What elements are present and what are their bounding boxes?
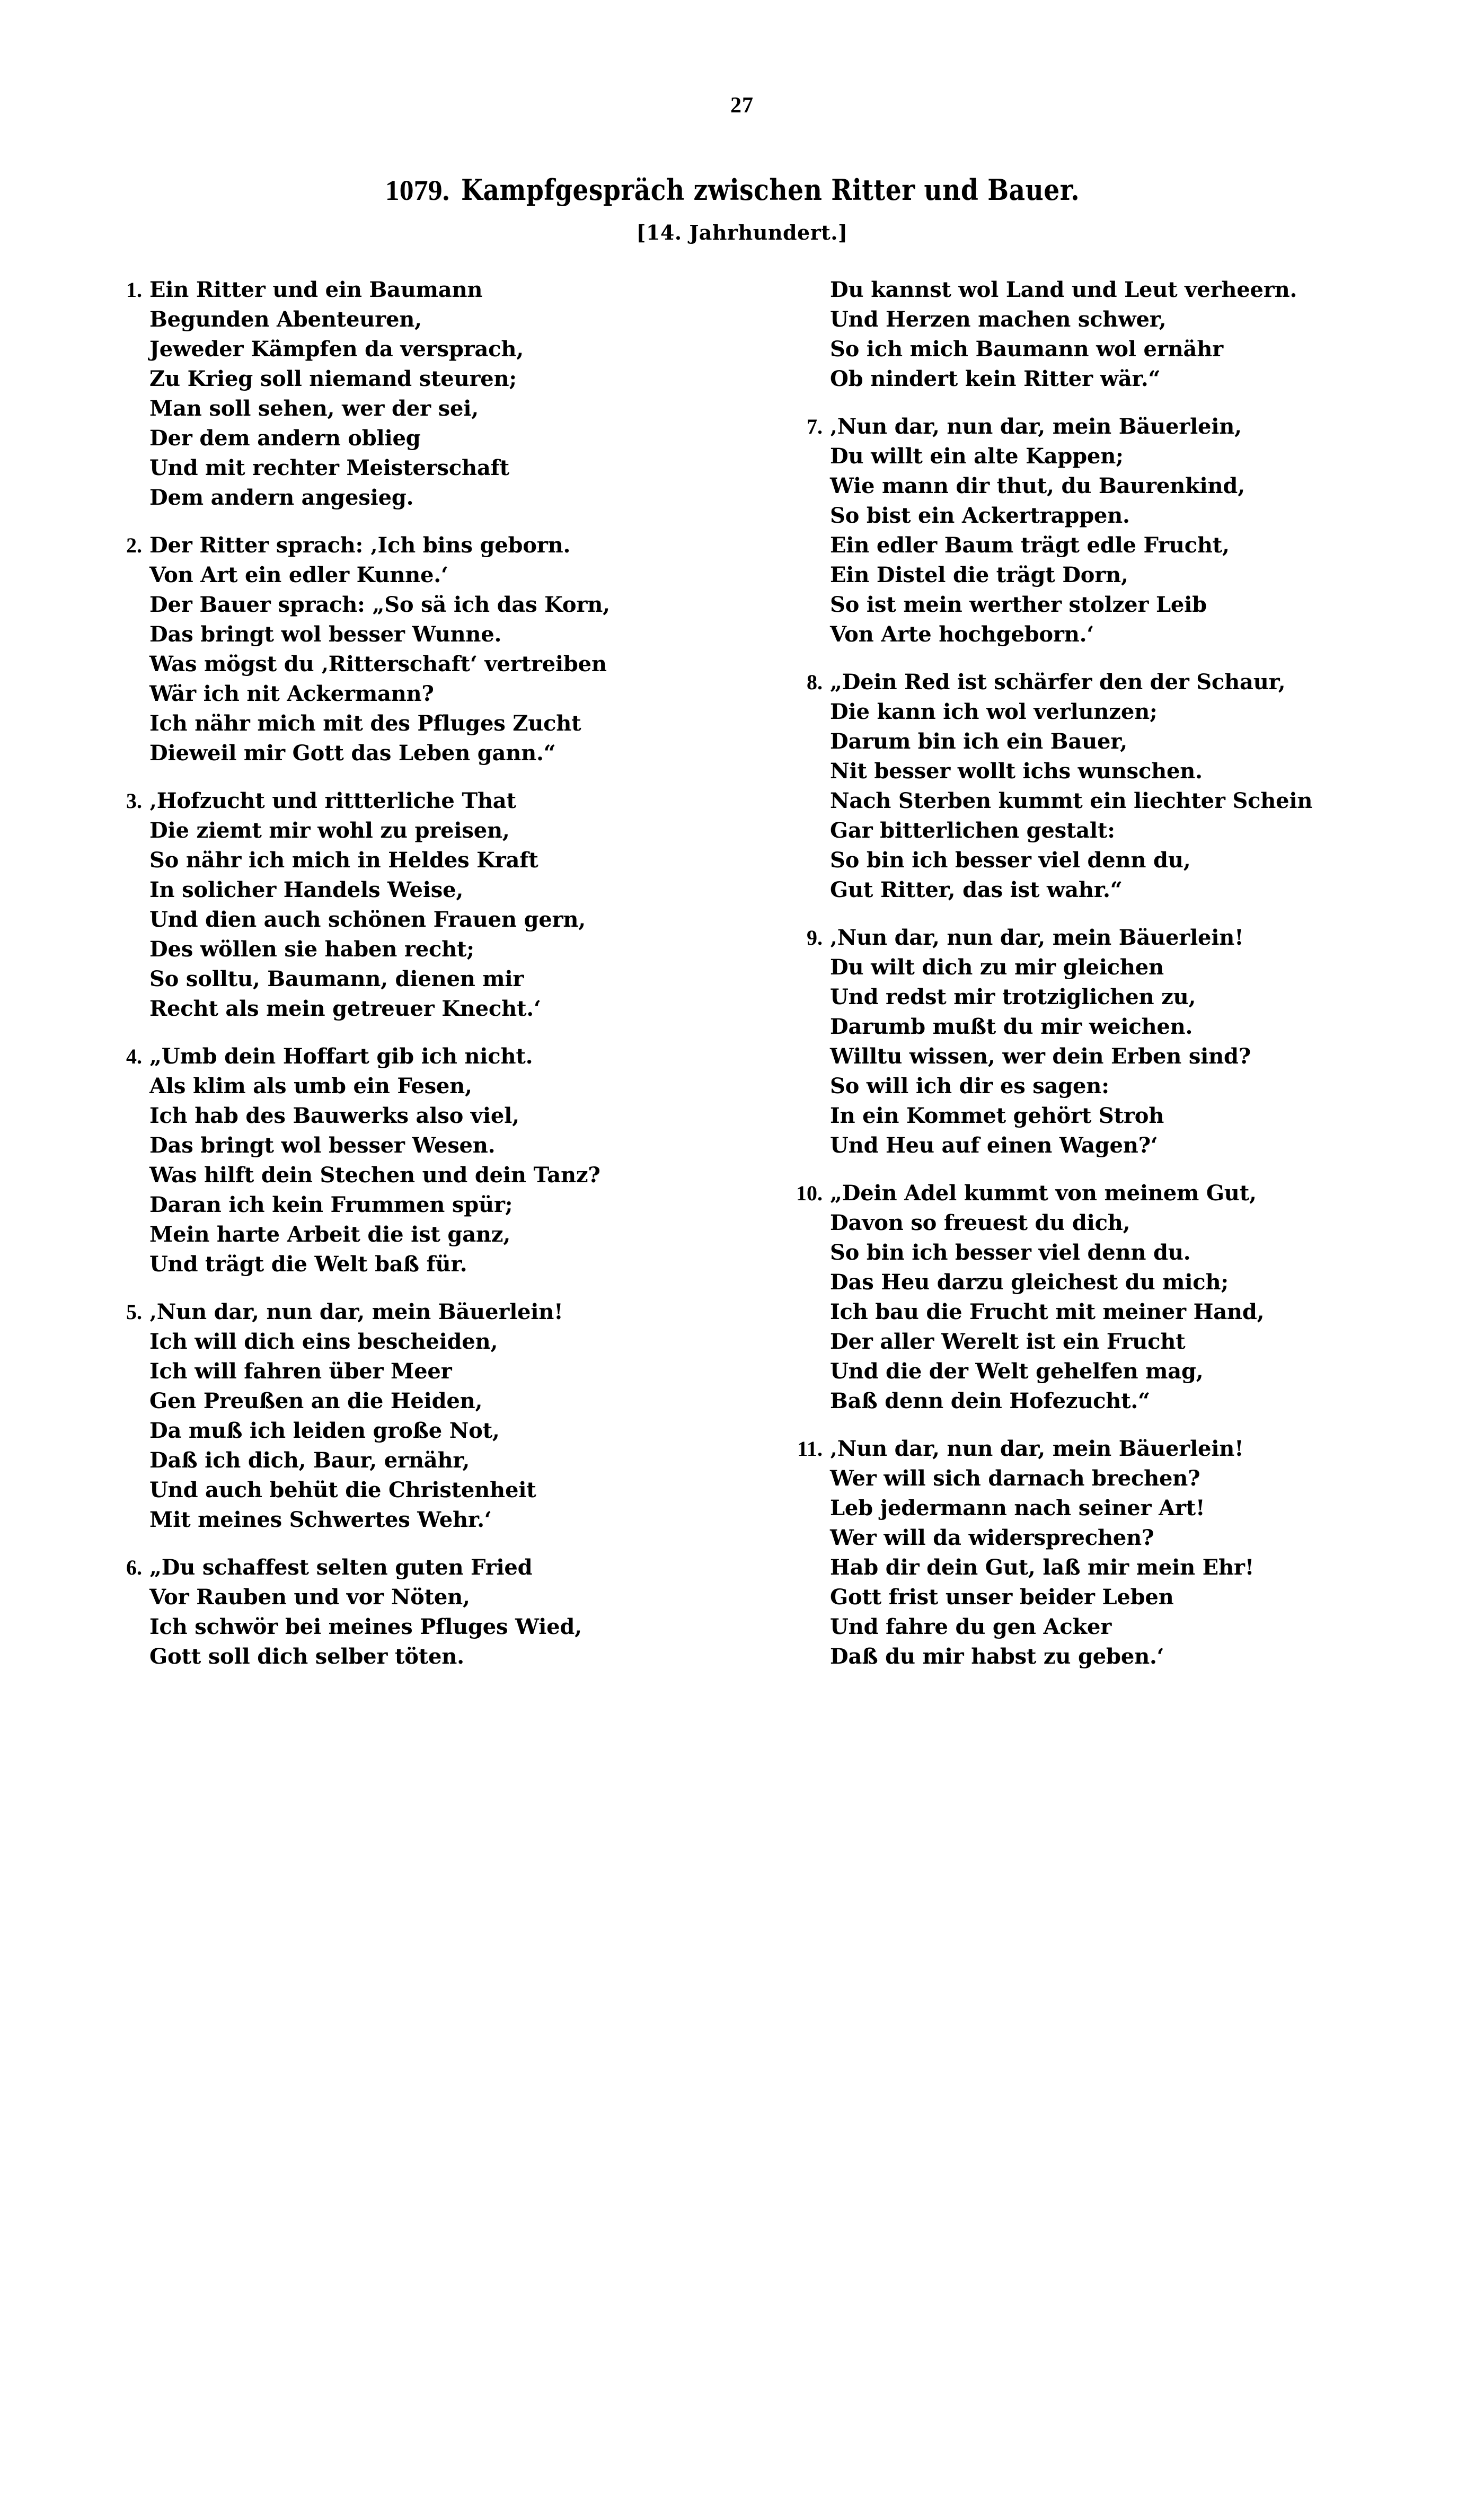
stanza-number: 4. (126, 1044, 142, 1068)
stanza (777, 412, 1392, 649)
left-column (104, 275, 719, 1690)
stanza-number: 6. (126, 1555, 142, 1579)
verse-line: Wer will da widersprechen? (830, 1525, 1154, 1550)
verse-line: Ich hab des Bauwerks also viel, (149, 1103, 519, 1128)
verse-line: Ein Distel die trägt Dorn, (830, 563, 1128, 587)
verse-line: Daß du mir habst zu geben.‘ (830, 1644, 1164, 1669)
stanza (104, 1297, 719, 1535)
verse-line: Gott soll dich selber töten. (149, 1644, 464, 1669)
stanza (777, 1179, 1392, 1416)
verse-line: Und dien auch schönen Frauen gern, (149, 907, 586, 932)
stanza-number: 8. (807, 670, 823, 694)
verse-line: So bin ich besser viel denn du, (830, 848, 1191, 873)
verse-line: „Umb dein Hoffart gib ich nicht. (149, 1044, 533, 1069)
stanza-lines (149, 1297, 719, 1535)
verse-line: Du wilt dich zu mir gleichen (830, 955, 1164, 980)
stanza (104, 1042, 719, 1279)
stanza (104, 531, 719, 768)
song-title-row (0, 173, 1484, 207)
verse-line: Dem andern angesieg. (149, 485, 414, 510)
stanza-lines (149, 275, 719, 513)
verse-line: Gott frist unser beider Leben (830, 1585, 1174, 1610)
verse-line: Nach Sterben kummt ein liechter Schein (830, 788, 1313, 813)
verse-line: Ob nindert kein Ritter wär.“ (830, 366, 1161, 391)
verse-line: Recht als mein getreuer Knecht.‘ (149, 996, 541, 1021)
verse-line: Begunden Abenteuren, (149, 307, 422, 332)
verse-line: Du kannst wol Land und Leut verheern. (830, 277, 1297, 302)
page-title: Kampfgespräch zwischen Ritter und Bauer. (461, 173, 1080, 207)
verse-line: Ich will dich eins bescheiden, (149, 1329, 498, 1354)
page-number: 27 (730, 93, 754, 118)
verse-line: Daran ich kein Frummen spür; (149, 1192, 513, 1217)
stanza (104, 275, 719, 513)
verse-line: Gut Ritter, das ist wahr.“ (830, 877, 1123, 902)
verse-line: Du willt ein alte Kappen; (830, 444, 1124, 469)
stanza-lines (149, 531, 719, 768)
verse-line: Was hilft dein Stechen und dein Tanz? (149, 1163, 600, 1188)
verse-line: Darum bin ich ein Bauer, (830, 729, 1127, 754)
verse-line: ‚Nun dar, nun dar, mein Bäuerlein, (830, 414, 1242, 439)
verse-line: Willtu wissen, wer dein Erben sind? (830, 1044, 1251, 1069)
verse-line: So solltu, Baumann, dienen mir (149, 966, 524, 991)
verse-line: Die ziemt mir wohl zu preisen, (149, 818, 510, 843)
verse-line: Als klim als umb ein Fesen, (149, 1074, 472, 1098)
verse-line: Und die der Welt gehelfen mag, (830, 1359, 1204, 1384)
verse-line: Dieweil mir Gott das Leben gann.“ (149, 741, 556, 766)
verse-line: Das bringt wol besser Wesen. (149, 1133, 496, 1158)
song-subtitle: [14. Jahrhundert.] (636, 221, 848, 244)
verse-line: Der Bauer sprach: „So sä ich das Korn, (149, 592, 610, 617)
verse-line: Hab dir dein Gut, laß mir mein Ehr! (830, 1555, 1255, 1580)
verse-line: Und Heu auf einen Wagen?‘ (830, 1133, 1158, 1158)
verse-line: Was mögst du ‚Ritterschaft‘ vertreiben (149, 652, 607, 676)
stanza (777, 1434, 1392, 1672)
stanza-lines (830, 923, 1392, 1161)
verse-line: Wär ich nit Ackermann? (149, 681, 434, 706)
stanza-number: 7. (807, 415, 823, 438)
verse-line: Und mit rechter Meisterschaft (149, 455, 509, 480)
stanza-number: 2. (126, 533, 142, 557)
verse-line: „Dein Adel kummt von meinem Gut, (830, 1181, 1257, 1206)
verse-line: „Dein Red ist schärfer den der Schaur, (830, 670, 1286, 695)
stanza-lines (830, 412, 1392, 649)
stanza-lines (149, 1553, 719, 1672)
verse-line: ‚Nun dar, nun dar, mein Bäuerlein! (830, 925, 1244, 950)
verse-line: Des wöllen sie haben recht; (149, 937, 474, 962)
verse-line: Ich will fahren über Meer (149, 1359, 452, 1384)
right-column (777, 275, 1392, 1690)
verse-line: Vor Rauben und vor Nöten, (149, 1585, 470, 1610)
song-number: 1079. (385, 174, 450, 206)
verse-line: Ein Ritter und ein Baumann (149, 277, 483, 302)
verse-line: Das bringt wol besser Wunne. (149, 622, 502, 647)
verse-line: Daß ich dich, Baur, ernähr, (149, 1448, 470, 1473)
stanza-lines (830, 1434, 1392, 1672)
stanza-number: 10. (796, 1181, 823, 1205)
verse-line: ‚Nun dar, nun dar, mein Bäuerlein! (149, 1299, 563, 1324)
stanza-lines (149, 786, 719, 1024)
verse-line: Der Ritter sprach: ‚Ich bins geborn. (149, 533, 571, 558)
verse-line: Von Art ein edler Kunne.‘ (149, 563, 448, 587)
verse-line: In ein Kommet gehört Stroh (830, 1103, 1164, 1128)
verse-line: ‚Nun dar, nun dar, mein Bäuerlein! (830, 1436, 1244, 1461)
verse-line: ‚Hofzucht und rittterliche That (149, 788, 516, 813)
verse-line: Und trägt die Welt baß für. (149, 1252, 467, 1277)
verse-line: Mein harte Arbeit die ist ganz, (149, 1222, 511, 1247)
verse-line: So bin ich besser viel denn du. (830, 1240, 1191, 1265)
verse-line: Wer will sich darnach brechen? (830, 1466, 1200, 1491)
stanza-lines (149, 1042, 719, 1279)
verse-line: Und redst mir trotziglichen zu, (830, 985, 1196, 1009)
stanza-number: 9. (807, 926, 823, 950)
verse-line: Ich nähr mich mit des Pfluges Zucht (149, 711, 581, 736)
verse-line: Gar bitterlichen gestalt: (830, 818, 1115, 843)
verse-line: Darumb mußt du mir weichen. (830, 1014, 1193, 1039)
verse-line: Da muß ich leiden große Not, (149, 1418, 500, 1443)
verse-line: Der aller Werelt ist ein Frucht (830, 1329, 1186, 1354)
stanza-number: 5. (126, 1300, 142, 1324)
verse-line: Nit besser wollt ichs wunschen. (830, 759, 1203, 784)
stanza-number: 3. (126, 789, 142, 813)
verse-line: Ein edler Baum trägt edle Frucht, (830, 533, 1230, 558)
verse-line: Von Arte hochgeborn.‘ (830, 622, 1094, 647)
text-columns (0, 275, 1484, 1690)
verse-line: Gen Preußen an die Heiden, (149, 1388, 483, 1413)
document-page (0, 93, 1484, 2496)
stanza-number: 11. (797, 1437, 823, 1461)
stanza (104, 786, 719, 1024)
verse-line: Baß denn dein Hofezucht.“ (830, 1388, 1150, 1413)
verse-line: Ich schwör bei meines Pfluges Wied, (149, 1614, 582, 1639)
stanza-lines (830, 275, 1392, 394)
stanza-number: 1. (126, 278, 142, 302)
verse-line: Jeweder Kämpfen da versprach, (149, 337, 524, 362)
verse-line: So nähr ich mich in Heldes Kraft (149, 848, 538, 873)
verse-line: Und Herzen machen schwer, (830, 307, 1167, 332)
verse-line: Ich bau die Frucht mit meiner Hand, (830, 1299, 1265, 1324)
verse-line: Davon so freuest du dich, (830, 1210, 1130, 1235)
verse-line: Der dem andern oblieg (149, 426, 421, 451)
verse-line: Die kann ich wol verlunzen; (830, 699, 1158, 724)
stanza-lines (830, 1179, 1392, 1416)
verse-line: Wie mann dir thut, du Baurenkind, (830, 473, 1245, 498)
verse-line: Mit meines Schwertes Wehr.‘ (149, 1507, 492, 1532)
verse-line: Und fahre du gen Acker (830, 1614, 1112, 1639)
stanza (104, 1553, 719, 1672)
stanza (777, 275, 1392, 394)
stanza (777, 667, 1392, 905)
verse-line: Man soll sehen, wer der sei, (149, 396, 479, 421)
stanza (777, 923, 1392, 1161)
verse-line: So bist ein Ackertrappen. (830, 503, 1130, 528)
verse-line: Leb jedermann nach seiner Art! (830, 1496, 1205, 1521)
verse-line: Und auch behüt die Christenheit (149, 1478, 536, 1502)
verse-line: So ich mich Baumann wol ernähr (830, 337, 1223, 362)
verse-line: Das Heu darzu gleichest du mich; (830, 1270, 1229, 1295)
verse-line: So ist mein werther stolzer Leib (830, 592, 1207, 617)
verse-line: So will ich dir es sagen: (830, 1074, 1109, 1098)
verse-line: In solicher Handels Weise, (149, 877, 464, 902)
stanza-lines (830, 667, 1392, 905)
verse-line: „Du schaffest selten guten Fried (149, 1555, 533, 1580)
verse-line: Zu Krieg soll niemand steuren; (149, 366, 517, 391)
